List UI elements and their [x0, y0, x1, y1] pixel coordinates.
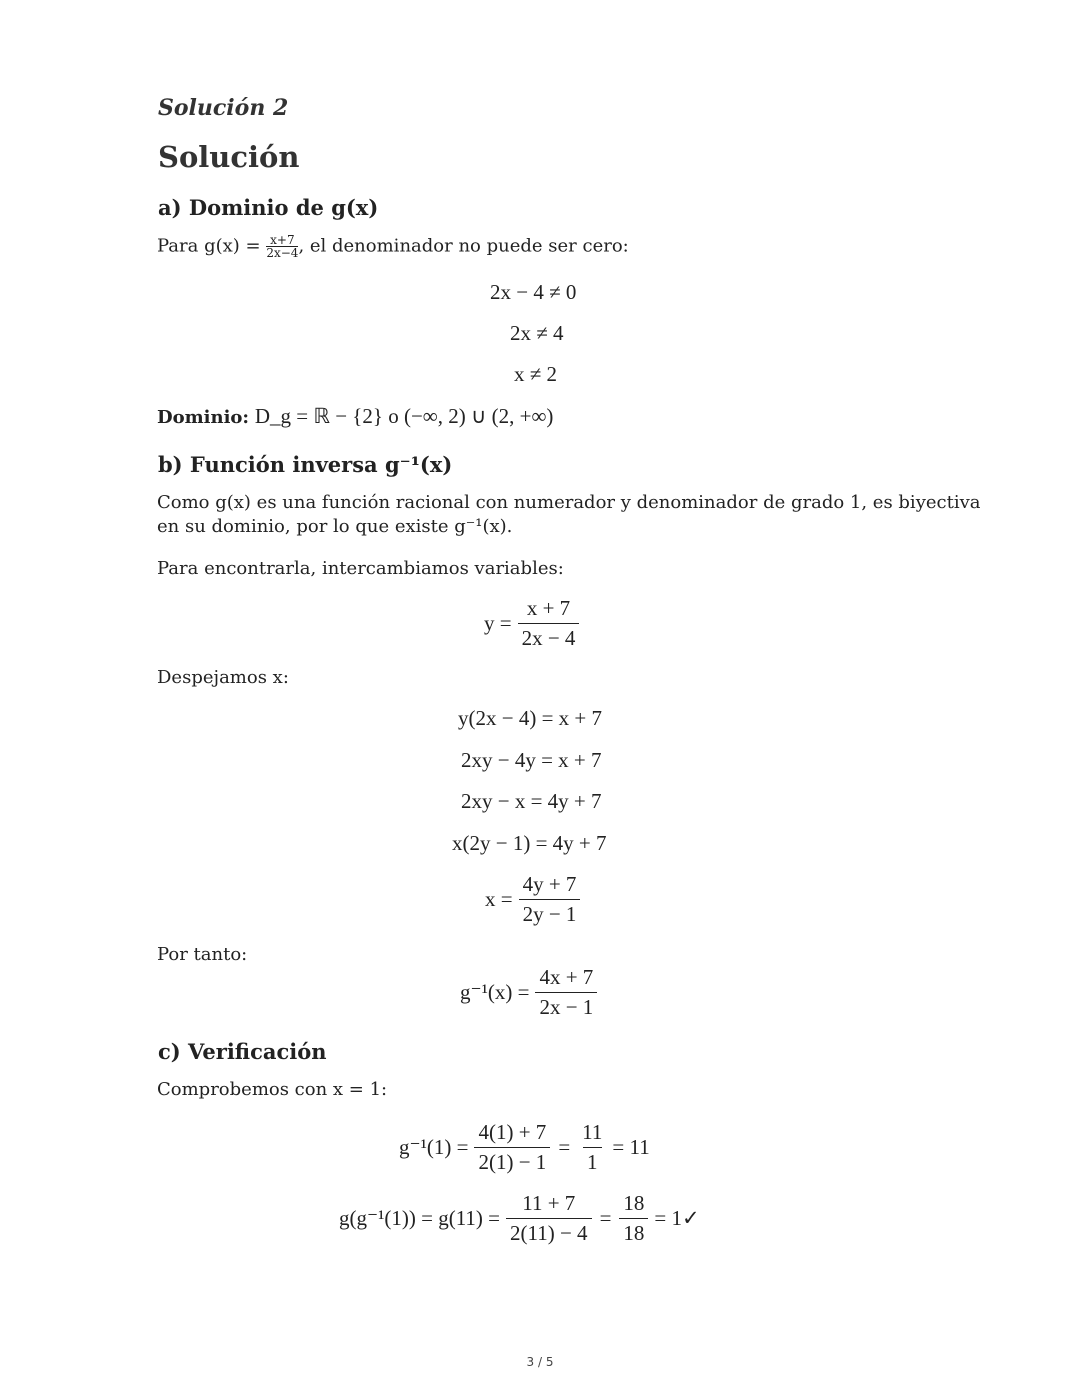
intro-fraction: [266, 234, 298, 259]
section-c-heading: c) Verificación: [158, 1039, 327, 1064]
solve-step-1: y(2x − 4) = x + 7: [458, 706, 603, 730]
intro-post: , el denominador no puede ser cero:: [298, 235, 629, 257]
v2-fraction: [506, 1191, 592, 1246]
domain-step-3: x ≠ 2: [514, 362, 558, 386]
solve-step-3: 2xy − x = 4y + 7: [461, 789, 602, 813]
v2-den2: 18: [619, 1218, 648, 1246]
eqx-lhs: x =: [485, 887, 513, 911]
v2-eq: =: [599, 1206, 612, 1230]
solve-step-2: 2xy − 4y = x + 7: [461, 748, 602, 772]
v1-eq: =: [558, 1135, 571, 1159]
result-lhs: g⁻¹(x) =: [460, 980, 530, 1004]
section-b-heading: b) Función inversa g⁻¹(x): [158, 452, 453, 477]
v2-num: 11 + 7: [522, 1191, 576, 1215]
domain-step-2: 2x ≠ 4: [510, 321, 564, 345]
verification-1: [399, 1120, 650, 1175]
por-tanto-label: Por tanto:: [157, 944, 248, 965]
v2-num2: 18: [623, 1191, 645, 1215]
v1-num: 4(1) + 7: [478, 1120, 547, 1144]
intro-pre: Para g(x) =: [157, 235, 267, 257]
intro-frac-den: 2x−4: [266, 246, 299, 260]
running-head: Solución 2: [158, 95, 289, 121]
section-a-heading: a) Dominio de g(x): [158, 195, 379, 220]
eq1-den: 2x − 4: [518, 623, 580, 651]
solve-step-4: x(2y − 1) = 4y + 7: [452, 831, 607, 855]
eq1-fraction: [518, 596, 580, 651]
domain-line: [157, 404, 553, 429]
equation-x: [485, 872, 580, 927]
result-fraction: [535, 965, 597, 1020]
v1-result: = 11: [612, 1135, 650, 1159]
section-b-para1-line1: Como g(x) es una función racional con numerador y denominador de grado 1, es biyectiva: [157, 492, 981, 513]
v1-lhs: g⁻¹(1) =: [399, 1135, 469, 1159]
section-a-intro: [157, 234, 629, 259]
v2-lhs: g(g⁻¹(1)) = g(11) =: [339, 1206, 500, 1230]
v1-fraction: [474, 1120, 550, 1175]
v2-fraction-2: [619, 1191, 648, 1246]
result-num: 4x + 7: [539, 965, 594, 989]
v2-den: 2(11) − 4: [506, 1218, 592, 1246]
intro-frac-num: x+7: [270, 233, 295, 247]
v1-num2: 11: [582, 1120, 603, 1144]
section-b-para1-line2: en su dominio, por lo que existe g⁻¹(x).: [157, 516, 513, 537]
result-den: 2x − 1: [535, 992, 597, 1020]
page-title: Solución: [158, 140, 300, 174]
despejamos-label: Despejamos x:: [157, 667, 289, 688]
equation-y: [484, 596, 579, 651]
inverse-result: [460, 965, 597, 1020]
v2-result: = 1✓: [654, 1206, 700, 1230]
verification-2: [339, 1191, 700, 1246]
eq1-num: x + 7: [526, 596, 571, 620]
domain-label: Dominio:: [157, 407, 250, 428]
domain-step-1: 2x − 4 ≠ 0: [490, 280, 577, 304]
v1-fraction-2: [578, 1120, 606, 1175]
eqx-num: 4y + 7: [522, 872, 577, 896]
eq1-lhs: y =: [484, 611, 512, 635]
domain-value: D_g = ℝ − {2} o (−∞, 2) ∪ (2, +∞): [254, 404, 554, 428]
section-c-intro: Comprobemos con x = 1:: [157, 1079, 388, 1100]
eqx-fraction: [519, 872, 581, 927]
v1-den: 2(1) − 1: [474, 1147, 550, 1175]
section-b-para2: Para encontrarla, intercambiamos variables:: [157, 558, 564, 579]
v1-den2: 1: [583, 1147, 602, 1175]
eqx-den: 2y − 1: [519, 899, 581, 927]
page-number: 3 / 5: [526, 1355, 554, 1369]
